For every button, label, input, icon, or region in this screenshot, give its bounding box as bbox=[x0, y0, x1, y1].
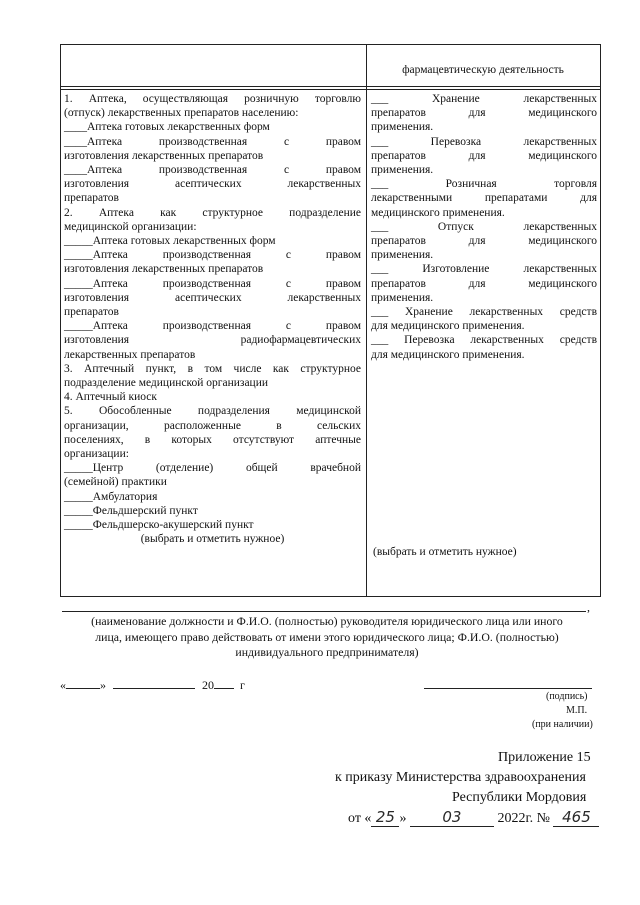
right-line: ___ Перевозка лекарственных bbox=[371, 135, 597, 148]
left-line: _____Амбулатория bbox=[64, 490, 158, 503]
left-line: организации: bbox=[64, 448, 129, 461]
left-line: изготовления асептических лекарственных bbox=[64, 178, 361, 191]
right-line: для медицинского применения. bbox=[371, 320, 525, 333]
table-header-right: фармацевтическую деятельность bbox=[402, 64, 564, 76]
appendix-year: 2022г. № bbox=[497, 811, 550, 826]
left-line: 5. Обособленные подразделения медицинской bbox=[64, 405, 361, 418]
appendix-close-quote: » bbox=[399, 811, 407, 826]
stamp-label: М.П. bbox=[566, 705, 588, 716]
left-line: препаратов bbox=[64, 192, 119, 205]
left-line: _____Аптека производственная с правом bbox=[64, 277, 361, 290]
appendix-republic-line: Республики Мордовия bbox=[452, 790, 587, 805]
left-line: изготовления лекарственных препаратов bbox=[64, 263, 264, 276]
table-row-separator bbox=[60, 89, 601, 90]
right-line: препаратов для медицинского bbox=[371, 277, 597, 290]
left-line: 1. Аптека, осуществляющая розничную торговлю bbox=[64, 93, 361, 105]
left-line: 4. Аптечный киоск bbox=[64, 391, 157, 404]
left-line: организации, расположенные в сельских bbox=[64, 419, 361, 432]
right-line: лекарственными препаратами для bbox=[371, 192, 597, 205]
right-line: ___ Отпуск лекарственных bbox=[371, 220, 597, 233]
left-line: изготовления лекарственных препаратов bbox=[64, 149, 264, 162]
right-line: ___ Изготовление лекарственных bbox=[371, 263, 597, 276]
left-line: _____Центр (отделение) общей врачебной bbox=[64, 462, 361, 475]
left-line: поселениях, в которых отсутствуют аптечные bbox=[64, 433, 361, 446]
table-header-separator bbox=[60, 86, 601, 87]
date-month-blank[interactable] bbox=[113, 678, 195, 689]
left-line: изготовления асептических лекарственных bbox=[64, 291, 361, 304]
left-line: 3. Аптечный пункт, в том числе как структурное bbox=[64, 362, 361, 375]
left-line: _____Фельдшерский пункт bbox=[64, 504, 198, 517]
left-line: _____Аптека готовых лекарственных форм bbox=[64, 235, 276, 248]
left-line: (выбрать и отметить нужное) bbox=[140, 533, 285, 546]
left-line: ____Аптека готовых лекарственных форм bbox=[64, 121, 270, 134]
full-name-caption bbox=[62, 614, 592, 661]
caption-line: лица, имеющего право действовать от имени этого юридического лица; Ф.И.О. (полностью) bbox=[95, 629, 559, 644]
date-close-quote: » bbox=[100, 678, 106, 692]
left-line: изготовления радиофармацевтических bbox=[64, 334, 361, 347]
left-line: (семейной) практики bbox=[64, 476, 167, 489]
left-line: (отпуск) лекарственных препаратов населению: bbox=[64, 107, 299, 120]
date-open-quote: « bbox=[60, 678, 66, 692]
stamp-note: (при наличии) bbox=[532, 719, 593, 730]
full-name-line-comma: , bbox=[587, 600, 590, 614]
right-line: для медицинского применения. bbox=[371, 348, 525, 361]
table-border-left bbox=[60, 44, 61, 597]
caption-line: (наименование должности и Ф.И.О. (полностью) руководителя юридического лица или иного bbox=[91, 614, 563, 628]
right-line: применения. bbox=[371, 249, 434, 262]
table-border-bottom bbox=[60, 596, 601, 597]
right-line: применения. bbox=[371, 291, 434, 304]
right-line: препаратов для медицинского bbox=[371, 149, 597, 162]
left-line: 2. Аптека как структурное подразделение bbox=[64, 206, 361, 219]
left-line: медицинской организации: bbox=[64, 220, 197, 233]
appendix-number: 465 bbox=[553, 808, 599, 827]
right-line: ___ Розничная торговля bbox=[371, 178, 597, 191]
table-right-cell bbox=[371, 92, 597, 362]
date-suffix: г bbox=[240, 678, 245, 692]
left-line: лекарственных препаратов bbox=[64, 348, 196, 361]
right-line: ___ Хранение лекарственных средств bbox=[371, 306, 597, 319]
date-day-blank[interactable] bbox=[66, 678, 100, 689]
left-line: _____Аптека производственная с правом bbox=[64, 249, 361, 262]
appendix-month: 03 bbox=[410, 808, 494, 827]
table-border-top bbox=[60, 44, 601, 45]
left-line: подразделение медицинской организации bbox=[64, 377, 269, 390]
date-year-blank[interactable] bbox=[214, 678, 234, 689]
right-line: препаратов для медицинского bbox=[371, 235, 597, 248]
left-line: _____Фельдшерско-акушерский пункт bbox=[64, 519, 254, 532]
appendix-title: Приложение 15 bbox=[498, 750, 591, 765]
left-line: ____Аптека производственная с правом bbox=[64, 164, 361, 177]
date-field[interactable] bbox=[60, 678, 260, 694]
appendix-order-line: к приказу Министерства здравоохранения bbox=[335, 770, 586, 785]
appendix-from-label: от « bbox=[348, 811, 372, 826]
right-line: медицинского применения. bbox=[371, 206, 505, 219]
date-year-prefix: 20 bbox=[202, 678, 214, 692]
table-right-footer: (выбрать и отметить нужное) bbox=[373, 546, 517, 558]
signature-label: (подпись) bbox=[546, 691, 588, 702]
full-name-line bbox=[62, 611, 586, 612]
table-border-middle bbox=[366, 44, 367, 597]
appendix-day: 25 bbox=[371, 808, 399, 827]
right-line: применения. bbox=[371, 164, 434, 177]
table-left-cell bbox=[64, 92, 361, 547]
right-line: применения. bbox=[371, 121, 434, 134]
caption-line: индивидуального предпринимателя) bbox=[235, 645, 419, 659]
right-line: препаратов для медицинского bbox=[371, 107, 597, 120]
table-border-right bbox=[600, 44, 601, 597]
signature-line[interactable] bbox=[424, 688, 592, 689]
right-line: ___ Перевозка лекарственных средств bbox=[371, 334, 597, 347]
appendix-date-line bbox=[348, 808, 608, 832]
left-line: _____Аптека производственная с правом bbox=[64, 320, 361, 333]
right-line: ___ Хранение лекарственных bbox=[371, 93, 597, 105]
left-line: ____Аптека производственная с правом bbox=[64, 135, 361, 148]
left-line: препаратов bbox=[64, 306, 119, 319]
